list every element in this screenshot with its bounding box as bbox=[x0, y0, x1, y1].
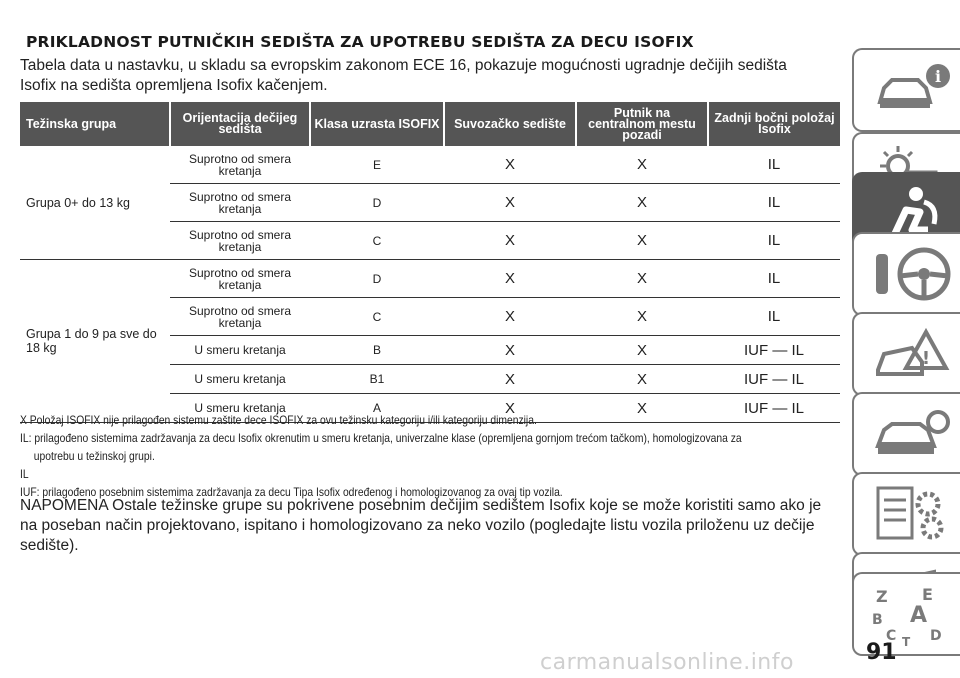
napomena-paragraph: NAPOMENA Ostale težinske grupe su pokrivene posebnim dečijim sedištem Isofix koje se može koristiti samo ako je na poseban način projektovano, ispitano i homologizovano za neko vozilo (pogledajte listu vozila priloženu uz dečije sedište). bbox=[20, 497, 822, 554]
orientation-cell: Suprotno od smera kretanja bbox=[170, 222, 310, 260]
rear-cell: IL bbox=[708, 184, 840, 222]
svg-text:A: A bbox=[910, 603, 928, 628]
header-front-passenger: Suvozačko sedište bbox=[444, 102, 576, 146]
rear-cell: IUF — IL bbox=[708, 336, 840, 365]
table-row bbox=[20, 146, 840, 184]
table-header-row bbox=[20, 102, 840, 146]
front-cell: X bbox=[444, 394, 576, 423]
intro-paragraph: Tabela data u nastavku, u skladu sa evropskim zakonom ECE 16, pokazuje mogućnosti ugradnje dečijih sedišta Isofix na sedišta opremljena Isofix kačenjem. bbox=[20, 57, 787, 94]
center-cell: X bbox=[576, 365, 708, 394]
table-row bbox=[20, 260, 840, 298]
center-cell: X bbox=[576, 336, 708, 365]
center-cell: X bbox=[576, 222, 708, 260]
header-center-rear: Putnik na centralnom mestu pozadi bbox=[576, 102, 708, 146]
breakdown-icon bbox=[872, 322, 952, 388]
rear-cell: IL bbox=[708, 298, 840, 336]
svg-text:B: B bbox=[872, 612, 883, 628]
svg-text:Z: Z bbox=[876, 587, 888, 606]
center-cell: X bbox=[576, 146, 708, 184]
header-isofix-class: Klasa uzrasta ISOFIX bbox=[310, 102, 444, 146]
car-info-icon bbox=[872, 58, 952, 124]
technical-data-icon bbox=[872, 482, 952, 548]
class-cell: D bbox=[310, 184, 444, 222]
center-cell: X bbox=[576, 184, 708, 222]
front-cell: X bbox=[444, 260, 576, 298]
watermark: carmanualsonline.info bbox=[540, 650, 794, 675]
front-cell: X bbox=[444, 365, 576, 394]
group-cell: Grupa 1 do 9 pa sve do 18 kg bbox=[20, 260, 170, 423]
rear-cell: IUF — IL bbox=[708, 394, 840, 423]
orientation-cell: Suprotno od smera kretanja bbox=[170, 146, 310, 184]
svg-text:T: T bbox=[902, 635, 911, 648]
tab-car-info[interactable] bbox=[852, 48, 960, 132]
center-cell: X bbox=[576, 394, 708, 423]
class-cell: B bbox=[310, 336, 444, 365]
svg-text:!: ! bbox=[921, 348, 931, 369]
index-letters-icon bbox=[872, 582, 952, 648]
class-cell: A bbox=[310, 394, 444, 423]
note-iuf: IUF: prilagođeno posebnim sistemima zadržavanja za decu Tipa Isofix određenog i homologizovanog za ovaj tip vozila. bbox=[20, 485, 563, 499]
rear-cell: IUF — IL bbox=[708, 365, 840, 394]
center-cell: X bbox=[576, 298, 708, 336]
orientation-cell: U smeru kretanja bbox=[170, 336, 310, 365]
header-orientation: Orijentacija dečijeg sedišta bbox=[170, 102, 310, 146]
table-notes bbox=[20, 413, 842, 503]
front-cell: X bbox=[444, 298, 576, 336]
class-cell: E bbox=[310, 146, 444, 184]
isofix-table bbox=[20, 102, 840, 423]
page-title: PRIKLADNOST PUTNIČKIH SEDIŠTA ZA UPOTREBU SEDIŠTA ZA DECU ISOFIX bbox=[26, 33, 694, 51]
rear-cell: IL bbox=[708, 146, 840, 184]
header-weight-group: Težinska grupa bbox=[20, 102, 170, 146]
orientation-cell: U smeru kretanja bbox=[170, 394, 310, 423]
front-cell: X bbox=[444, 336, 576, 365]
note-il-continued: upotrebu u težinskoj grupi. bbox=[33, 449, 155, 463]
front-cell: X bbox=[444, 184, 576, 222]
header-rear-side-isofix: Zadnji bočni položaj Isofix bbox=[708, 102, 840, 146]
note-x: X Položaj ISOFIX nije prilagođen sistemu zaštite dece ISOFIX za ovu težinsku kategoriju i/ili kategoriju dimenzija. bbox=[20, 413, 537, 427]
front-cell: X bbox=[444, 146, 576, 184]
rear-cell: IL bbox=[708, 222, 840, 260]
note-il: IL: prilagođeno sistemima zadržavanja za decu Isofix okrenutim u smeru kretanja, univerzalne klase (opremljena gornjom trećom tačkom), homologizovana za bbox=[20, 431, 742, 445]
tab-starting-driving[interactable] bbox=[852, 232, 960, 316]
orientation-cell: U smeru kretanja bbox=[170, 365, 310, 394]
class-cell: C bbox=[310, 222, 444, 260]
tab-service[interactable] bbox=[852, 392, 960, 476]
key-steering-icon bbox=[872, 242, 952, 308]
orientation-cell: Suprotno od smera kretanja bbox=[170, 260, 310, 298]
note-il-label: IL bbox=[20, 467, 29, 481]
svg-text:i: i bbox=[934, 67, 942, 86]
class-cell: D bbox=[310, 260, 444, 298]
svg-text:C: C bbox=[886, 628, 897, 644]
rear-cell: IL bbox=[708, 260, 840, 298]
orientation-cell: Suprotno od smera kretanja bbox=[170, 184, 310, 222]
svg-text:D: D bbox=[930, 628, 942, 644]
class-cell: B1 bbox=[310, 365, 444, 394]
tab-technical-data[interactable] bbox=[852, 472, 960, 556]
svg-text:E: E bbox=[922, 585, 933, 604]
group-cell: Grupa 0+ do 13 kg bbox=[20, 146, 170, 260]
tab-emergency[interactable] bbox=[852, 312, 960, 396]
center-cell: X bbox=[576, 260, 708, 298]
orientation-cell: Suprotno od smera kretanja bbox=[170, 298, 310, 336]
car-service-icon bbox=[872, 402, 952, 468]
class-cell: C bbox=[310, 298, 444, 336]
front-cell: X bbox=[444, 222, 576, 260]
page-number: 91 bbox=[866, 640, 897, 665]
